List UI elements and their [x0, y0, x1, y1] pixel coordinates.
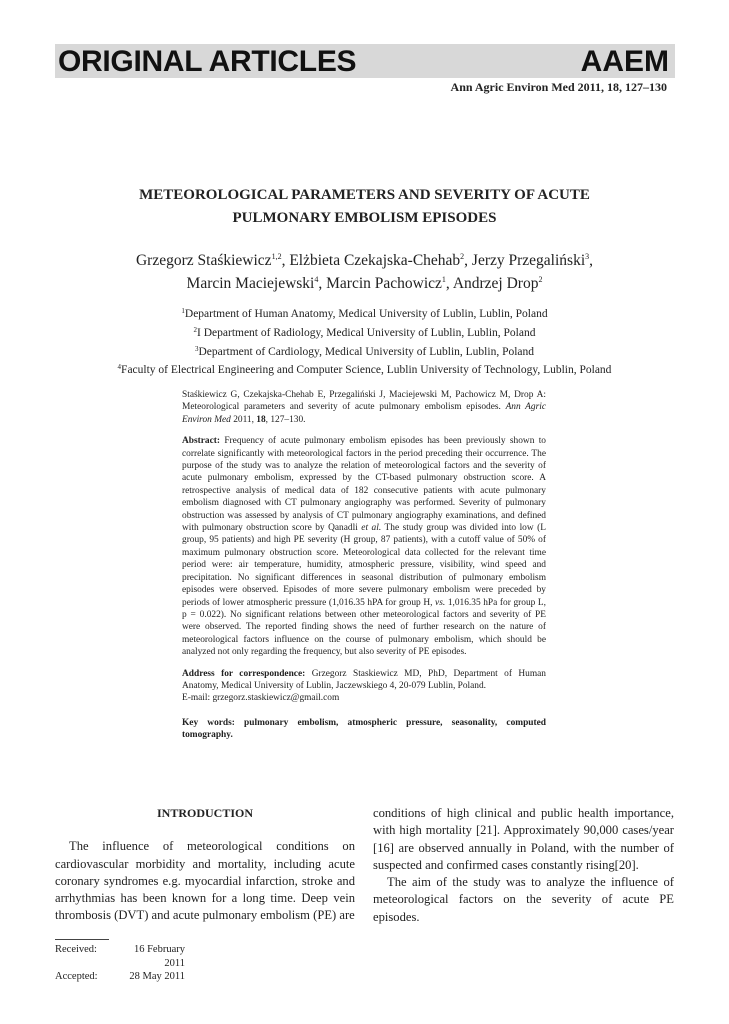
- author-affiliation: 3: [585, 252, 590, 261]
- correspondence: Address for correspondence: Grzegorz Staskiewicz MD, PhD, Department of Human Anatomy, Medical University of Lublin, Jaczewskiego 4, 20-079 Lublin, Poland. E-mail: grzegorz.staskiewicz@gmail.com: [182, 668, 546, 704]
- title-line-1: METEOROLOGICAL PARAMETERS AND SEVERITY OF ACUTE: [139, 187, 590, 203]
- author-line-1: Grzegorz Staśkiewicz$^{1,2}$, Elżbieta Czekajska-Chehab$^2$, Jerzy Przegaliński$^3$,: [135, 252, 593, 269]
- keywords: Key words: pulmonary embolism, atmospheric pressure, seasonality, computed tomography.: [182, 717, 546, 741]
- journal-citation: Ann Agric Environ Med 2011, 18, 127–130: [450, 80, 667, 94]
- affiliation-item: $^2$I Department of Radiology, Medical University of Lublin, Lublin, Poland: [193, 325, 536, 339]
- footnote-rule: [55, 939, 109, 940]
- introduction-paragraph: The influence of meteorological conditions on cardiovascular morbidity and mortality, including acute coronary syndromes e.g. myocardial infarction, stroke and arrhythmias has been known for a long time. Deep vein thrombosis (DVT) and acute pulmonary embolism (PE) are: [55, 839, 355, 923]
- author-list: [60, 247, 669, 293]
- affiliation-item: $^3$Department of Cardiology, Medical University of Lublin, Lublin, Poland: [194, 344, 535, 358]
- author-name: Marcin Pachowicz: [326, 275, 442, 292]
- continued-paragraph: conditions of high clinical and public health importance, with high mortality [21]. Approximately 90,000 cases/year [16] are observed annually in Poland, with the number of suspected and confirmed cases constantly rising[20].: [373, 806, 674, 872]
- abstract-block: [182, 389, 546, 749]
- introduction-heading: INTRODUCTION: [156, 806, 253, 820]
- abstract-label: Abstract:: [182, 436, 221, 447]
- author-affiliation: 2: [460, 252, 465, 261]
- keywords-label: Key words:: [182, 717, 235, 728]
- author-name: Marcin Maciejewski: [186, 275, 315, 292]
- abstract: Abstract: Frequency of acute pulmonary embolism episodes has been previously shown to correlate significantly with meteorological factors in the period preceding their occurrence. The purpose of the study was to analyze the relation of meteorological factors and the severity of acute pulmonary embolism, expressed by the CT-based pulmonary obstruction score. A retrospective analysis of medical data of 182 consecutive patients with acute pulmonary embolism diagnosed with CT pulmonary angiography was performed. Severity of pulmonary obstruction was assessed by analysis of CT pulmonary angiography examinations, and defined with pulmonary obstruction score by Qanadli et al. The study group was divided into low (L group, 95 patients) and high PE severity (H group, 87 patients), with a cutoff value of 50% of maximum pulmonary obstruction score. Meteorological data collected for the relevant time period were: air temperature, humidity, atmospheric pressure, visibility, wind speed and precipitation. No significant differences in seasonal distribution of pulmonary embolism episodes were observed. Episodes of more severe pulmonary embolism were preceded by periods of lower atmospheric pressure (1,016.35 hPA for group H, vs. 1,016.35 hPa for group L, p = 0.022). No significant relations between other meteorological factors and severity of PE were observed. The reported finding shows the need of further research on the nature of meteorological factors influence on the course of pulmonary embolism, which should be analyzed not only regarding the frequency, but also severity of PE episodes.: [182, 436, 546, 658]
- correspondence-email: E-mail: grzegorz.staskiewicz@gmail.com: [182, 693, 340, 704]
- accepted-date: Accepted: 28 May 2011: [55, 971, 185, 982]
- article-title: [60, 184, 669, 230]
- affiliation-list: [60, 304, 669, 379]
- author-affiliation: 4: [314, 275, 319, 284]
- cite-volume: 18: [256, 414, 266, 425]
- author-affiliation: 2: [538, 275, 543, 284]
- author-name: Elżbieta Czekajska-Chehab: [289, 252, 461, 269]
- author-affiliation: 1,2: [271, 252, 282, 261]
- section-banner: [55, 44, 675, 78]
- section-label: ORIGINAL ARTICLES: [58, 45, 357, 78]
- cite-journal: Ann Agric Environ Med: [182, 402, 547, 425]
- body-column-left: [55, 805, 355, 925]
- author-name: Andrzej Drop: [452, 275, 539, 292]
- author-affiliation: 1: [441, 275, 446, 284]
- author-name: Grzegorz Staśkiewicz: [135, 252, 272, 269]
- aim-paragraph: The aim of the study was to analyze the influence of meteorological factors on the severity of acute PE episodes.: [373, 875, 674, 924]
- body-column-right: [373, 805, 674, 926]
- affiliation-item: $^1$Department of Human Anatomy, Medical University of Lublin, Lublin, Poland: [181, 307, 548, 320]
- received-date: Received: 16 February 2011: [55, 944, 185, 969]
- author-name: Jerzy Przegaliński: [471, 252, 586, 269]
- how-to-cite: Staśkiewicz G, Czekajska-Chehab E, Przegaliński J, Maciejewski M, Pachowicz M, Drop A: Meteorological parameters and severity of acute pulmonary embolism episodes. Ann Agric Environ Med 2011, 18, 127–130.: [182, 390, 547, 425]
- title-line-2: PULMONARY EMBOLISM EPISODES: [232, 210, 497, 226]
- author-line-2: Marcin Maciejewski$^4$, Marcin Pachowicz$^1$, Andrzej Drop$^2$: [186, 275, 543, 292]
- affiliation-item: $^4$Faculty of Electrical Engineering and Computer Science, Lublin University of Technology, Lublin, Poland: [117, 363, 612, 377]
- article-dates: [55, 943, 185, 984]
- correspondence-label: Address for correspondence:: [182, 668, 306, 679]
- journal-abbrev: AAEM: [580, 45, 669, 78]
